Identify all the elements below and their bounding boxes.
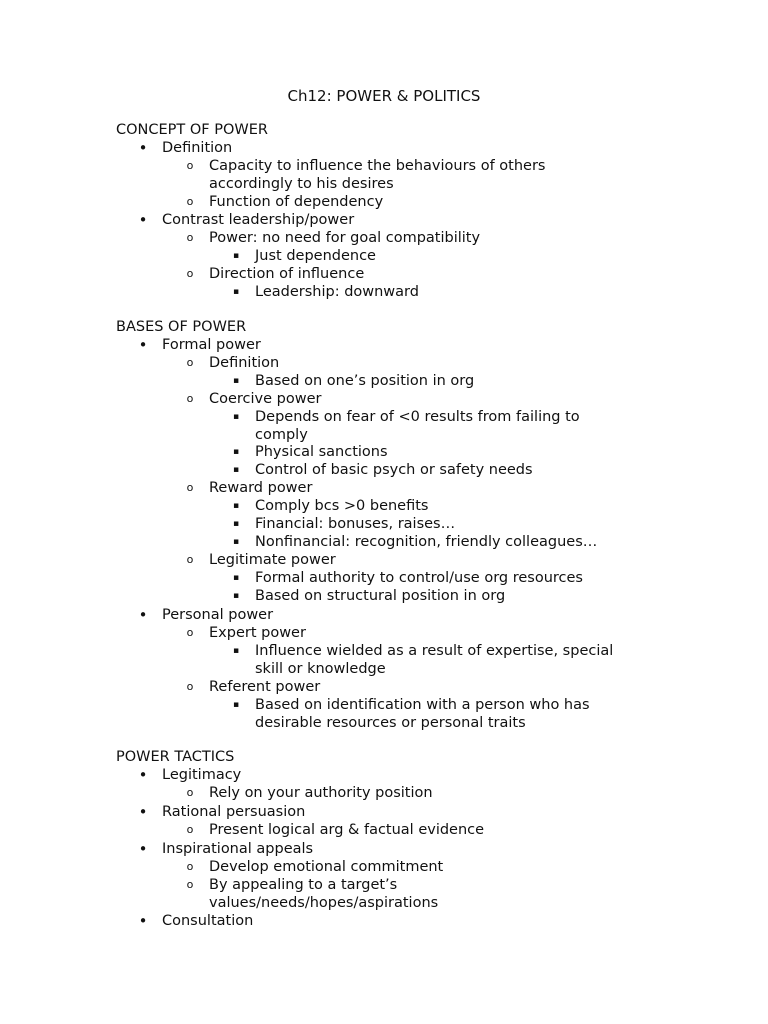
level3-bullet-icon: ▪ <box>232 501 240 511</box>
list-item: Nonfinancial: recognition, friendly colleagues… <box>255 534 598 550</box>
list-item: Personal power <box>162 607 274 623</box>
list-item: Definition <box>209 355 280 371</box>
list-item: Based on structural position in org <box>255 588 506 604</box>
section-heading: POWER TACTICS <box>116 749 235 765</box>
level2-bullet-icon: o <box>186 680 194 693</box>
list-item: Formal power <box>162 337 261 353</box>
list-item: Depends on fear of <0 results from failing to <box>255 409 580 425</box>
level1-bullet-icon: • <box>138 139 148 157</box>
level3-bullet-icon: ▪ <box>232 251 240 261</box>
list-item: Inspirational appeals <box>162 841 314 857</box>
level1-bullet-icon: • <box>138 211 148 229</box>
level2-bullet-icon: o <box>186 823 194 836</box>
level3-bullet-icon: ▪ <box>232 573 240 583</box>
level3-bullet-icon: ▪ <box>232 465 240 475</box>
list-item: Coercive power <box>209 391 322 407</box>
level2-bullet-icon: o <box>186 392 194 405</box>
list-item: Function of dependency <box>209 194 384 210</box>
level3-bullet-icon: ▪ <box>232 646 240 656</box>
level2-bullet-icon: o <box>186 195 194 208</box>
list-item: Formal authority to control/use org resources <box>255 570 583 586</box>
section-heading: BASES OF POWER <box>116 319 247 335</box>
level2-bullet-icon: o <box>186 481 194 494</box>
list-item: Contrast leadership/power <box>162 212 355 228</box>
list-item-continuation: accordingly to his desires <box>209 176 394 192</box>
level3-bullet-icon: ▪ <box>232 591 240 601</box>
level2-bullet-icon: o <box>186 553 194 566</box>
list-item: Legitimate power <box>209 552 336 568</box>
level3-bullet-icon: ▪ <box>232 700 240 710</box>
list-item: Leadership: downward <box>255 284 419 300</box>
level1-bullet-icon: • <box>138 606 148 624</box>
list-item-continuation: desirable resources or personal traits <box>255 715 526 731</box>
level1-bullet-icon: • <box>138 766 148 784</box>
list-item: Direction of influence <box>209 266 365 282</box>
level1-bullet-icon: • <box>138 912 148 930</box>
level3-bullet-icon: ▪ <box>232 447 240 457</box>
list-item: Consultation <box>162 913 254 929</box>
list-item: Referent power <box>209 679 321 695</box>
level1-bullet-icon: • <box>138 803 148 821</box>
list-item: Develop emotional commitment <box>209 859 444 875</box>
level2-bullet-icon: o <box>186 860 194 873</box>
level3-bullet-icon: ▪ <box>232 519 240 529</box>
level3-bullet-icon: ▪ <box>232 537 240 547</box>
list-item: By appealing to a target’s <box>209 877 398 893</box>
level3-bullet-icon: ▪ <box>232 287 240 297</box>
level1-bullet-icon: • <box>138 336 148 354</box>
list-item: Reward power <box>209 480 313 496</box>
list-item: Influence wielded as a result of expertise, special <box>255 643 614 659</box>
list-item: Based on one’s position in org <box>255 373 475 389</box>
section-heading: CONCEPT OF POWER <box>116 122 268 138</box>
list-item: Power: no need for goal compatibility <box>209 230 481 246</box>
level3-bullet-icon: ▪ <box>232 412 240 422</box>
list-item: Rely on your authority position <box>209 785 433 801</box>
page-title: Ch12: POWER & POLITICS <box>287 87 481 105</box>
level2-bullet-icon: o <box>186 159 194 172</box>
level2-bullet-icon: o <box>186 267 194 280</box>
list-item: Expert power <box>209 625 306 641</box>
list-item-continuation: values/needs/hopes/aspirations <box>209 895 439 911</box>
level2-bullet-icon: o <box>186 356 194 369</box>
list-item: Definition <box>162 140 233 156</box>
level2-bullet-icon: o <box>186 231 194 244</box>
list-item: Present logical arg & factual evidence <box>209 822 485 838</box>
level1-bullet-icon: • <box>138 840 148 858</box>
list-item: Rational persuasion <box>162 804 306 820</box>
list-item-continuation: skill or knowledge <box>255 661 386 677</box>
list-item: Based on identification with a person who has <box>255 697 590 713</box>
level3-bullet-icon: ▪ <box>232 376 240 386</box>
list-item: Control of basic psych or safety needs <box>255 462 533 478</box>
list-item: Financial: bonuses, raises… <box>255 516 456 532</box>
list-item: Just dependence <box>255 248 376 264</box>
level2-bullet-icon: o <box>186 626 194 639</box>
level2-bullet-icon: o <box>186 786 194 799</box>
list-item: Physical sanctions <box>255 444 388 460</box>
list-item-continuation: comply <box>255 427 308 443</box>
list-item: Legitimacy <box>162 767 242 783</box>
list-item: Capacity to influence the behaviours of others <box>209 158 546 174</box>
level2-bullet-icon: o <box>186 878 194 891</box>
list-item: Comply bcs >0 benefits <box>255 498 429 514</box>
